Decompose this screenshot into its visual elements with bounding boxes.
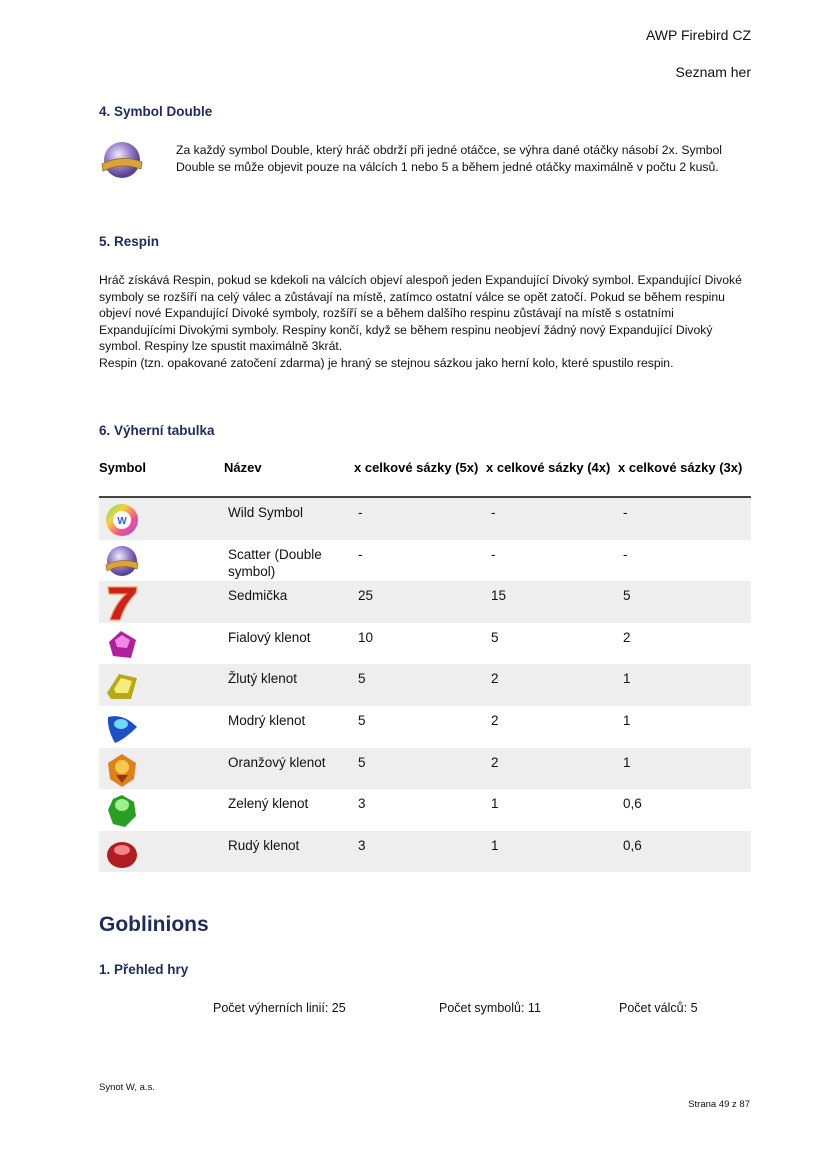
orange-gem-icon: [103, 751, 141, 789]
payout-4x: 2: [491, 671, 499, 687]
payout-4x: 5: [491, 629, 499, 645]
table-row: [99, 748, 751, 790]
seven-icon: [103, 584, 141, 622]
symbol-name: Žlutý klenot: [228, 671, 298, 687]
table-row: [99, 581, 751, 623]
column-header-name: Název: [224, 460, 262, 475]
symbol-name: Rudý klenot: [228, 837, 300, 853]
table-row: [99, 789, 751, 831]
symbol-name: Fialový klenot: [228, 629, 311, 645]
section-heading-respin: 5. Respin: [99, 234, 160, 249]
payout-4x: 1: [491, 796, 499, 812]
payout-4x: -: [491, 505, 496, 520]
yellow-gem-icon: [103, 667, 141, 705]
symbol-name: Scatter (Double symbol): [228, 546, 322, 579]
payout-3x: -: [623, 546, 628, 562]
section5-text2: Respin (tzn. opakované zatočení zdarma) je hraný se stejnou sázkou jako herní kolo, které spustilo respin.: [99, 356, 674, 370]
payout-5x: 5: [358, 712, 366, 728]
table-row: [99, 498, 751, 540]
green-gem-icon: [103, 792, 141, 830]
payout-4x: 2: [491, 712, 499, 728]
payout-5x: 25: [358, 588, 374, 604]
symbols-count: Počet symbolů: 11: [439, 1001, 541, 1015]
table-row: [99, 831, 751, 873]
symbol-name: Wild Symbol: [228, 505, 304, 520]
payout-5x: 3: [358, 837, 366, 853]
double-symbol-icon: [103, 543, 141, 581]
payout-5x: 5: [358, 754, 366, 770]
payout-4x: 15: [491, 588, 507, 604]
reels-count: Počet válců: 5: [619, 1001, 698, 1015]
payout-3x: 5: [623, 588, 631, 604]
symbol-name: Oranžový klenot: [228, 754, 326, 770]
wild-symbol-icon: [103, 501, 141, 539]
payout-3x: 0,6: [623, 837, 642, 853]
table-row: [99, 623, 751, 665]
payout-5x: -: [358, 505, 363, 520]
column-header-symbol: Symbol: [99, 460, 146, 475]
symbol-name: Zelený klenot: [228, 796, 309, 812]
blue-gem-icon: [103, 709, 141, 747]
section-heading-symbol-double: 4. Symbol Double: [99, 104, 213, 119]
payout-4x: -: [491, 546, 496, 562]
column-header-3x: x celkové sázky (3x): [618, 460, 743, 475]
payout-4x: 1: [491, 837, 499, 853]
payout-3x: -: [623, 505, 628, 520]
section-heading-overview: 1. Přehled hry: [99, 962, 189, 977]
column-header-4x: x celkové sázky (4x): [486, 460, 611, 475]
double-symbol-icon: [99, 138, 145, 184]
footer-company: Synot W, a.s.: [99, 1082, 155, 1093]
header-subtitle: Seznam her: [675, 64, 751, 80]
paytable-header: [99, 457, 751, 498]
payout-4x: 2: [491, 754, 499, 770]
symbol-name: Modrý klenot: [228, 712, 306, 728]
payout-3x: 2: [623, 629, 631, 645]
page-number: Strana 49 z 87: [688, 1099, 750, 1110]
symbol-name: Sedmička: [228, 588, 288, 604]
paylines-count: Počet výherních linií: 25: [213, 1001, 346, 1015]
header-title: AWP Firebird CZ: [645, 27, 751, 43]
paytable: [99, 457, 751, 872]
payout-5x: 5: [358, 671, 366, 687]
payout-3x: 1: [623, 754, 631, 770]
payout-5x: -: [358, 546, 363, 562]
section-heading-paytable: 6. Výherní tabulka: [99, 423, 215, 438]
payout-3x: 1: [623, 671, 631, 687]
column-header-5x: x celkové sázky (5x): [354, 460, 479, 475]
payout-5x: 3: [358, 796, 366, 812]
table-row: [99, 706, 751, 748]
table-row: [99, 664, 751, 706]
svg-text:W: W: [117, 516, 127, 527]
payout-5x: 10: [358, 629, 374, 645]
game-title: Goblinions: [99, 913, 209, 936]
section5-text: Hráč získává Respin, pokud se kdekoli na válcích objeví alespoň jeden Expandující Divoký symbol. Expandující Divoké symboly se rozšíří na celý válec a zůstávají na místě, zatímco ostatní válce se opět zatočí. Pokud se během respinu objeví nové Expandující Divoké symboly, rozšíří se a během dalšího respinu zůstávají na místě s ostatními Expandujícími Divokými symboly. Respiny končí, když se během respinu neobjeví žádný nový Expandující Divoký symbol. Respiny lze spustit maximálně 3krát.: [99, 273, 742, 353]
purple-gem-icon: [103, 626, 141, 664]
red-gem-icon: [103, 834, 141, 872]
payout-3x: 1: [623, 712, 631, 728]
table-row: [99, 540, 751, 582]
payout-3x: 0,6: [623, 796, 642, 812]
section4-text: Za každý symbol Double, který hráč obdrží při jedné otáčce, se výhra dané otáčky násobí 2x. Symbol Double se může objevit pouze na válcích 1 nebo 5 a během jedné otáčky maximálně v počtu 2 kusů.: [176, 143, 722, 174]
